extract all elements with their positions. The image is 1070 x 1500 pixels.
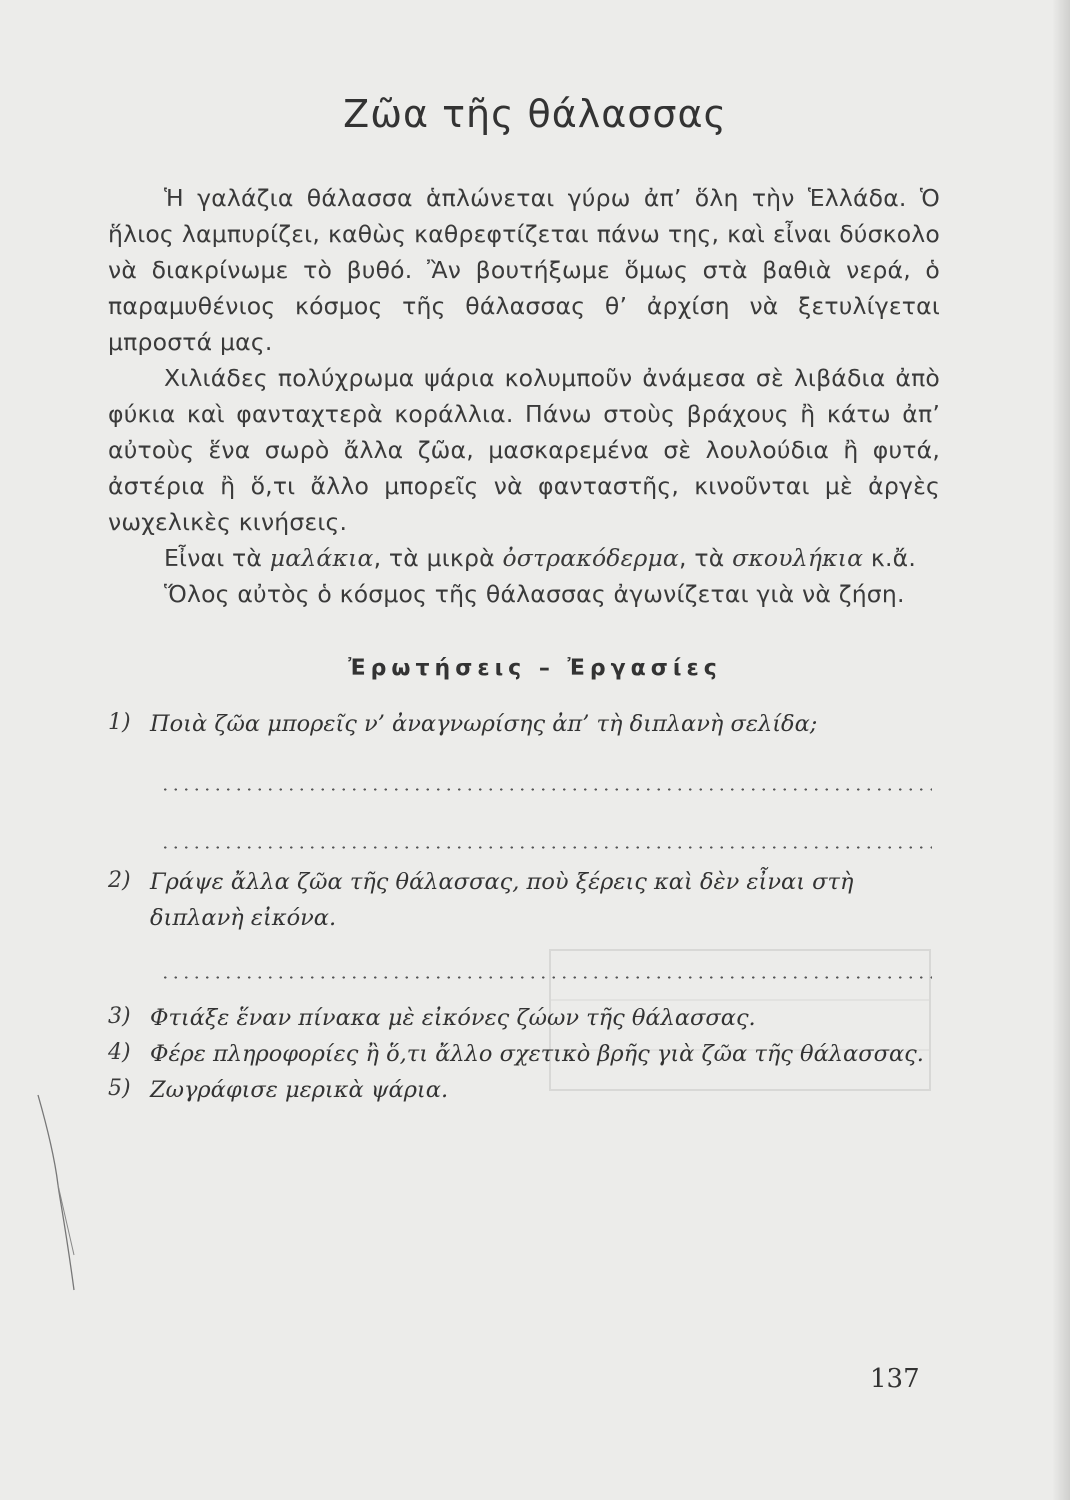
question-3-number: 3) (108, 1004, 131, 1029)
section-heading: Ἐρωτήσεις – Ἐργασίες (348, 656, 722, 681)
answer-line-1b (160, 846, 932, 849)
answer-line-2 (160, 976, 932, 979)
term-crustaceans: ὀστρακόδερμα (502, 544, 680, 572)
page-crease-mark (0, 0, 120, 1500)
paragraph-1 (108, 180, 940, 360)
p3-sep: , τὰ μικρὰ (373, 544, 503, 572)
paragraph-3-line-2: Ὅλος αὐτὸς ὁ κόσμος τῆς θάλασσας ἀγωνίζεται γιὰ νὰ ζήση. (164, 580, 905, 608)
answer-line-1a (160, 788, 932, 791)
paragraph-2 (108, 360, 940, 540)
question-2-number: 2) (108, 868, 131, 893)
question-4-text: Φέρε πληροφορίες ἢ ὅ,τι ἄλλο σχετικὸ βρῆς γιὰ ζῶα τῆς θάλασσας. (150, 1041, 924, 1067)
p3-tail: κ.ἄ. (863, 544, 916, 572)
paragraph-3-line-1 (108, 540, 940, 576)
page-edge-shadow (1052, 0, 1070, 1500)
term-worms: σκουλήκια (732, 544, 864, 572)
paragraph-3 (108, 540, 940, 612)
term-molluscs: μαλάκια (269, 544, 374, 572)
question-3-text: Φτιάξε ἕναν πίνακα μὲ εἰκόνες ζώων τῆς θάλασσας. (150, 1005, 756, 1031)
question-2-text: Γράψε ἄλλα ζῶα τῆς θάλασσας, ποὺ ξέρεις καὶ δὲν εἶναι στὴ διπλανὴ εἰκόνα. (150, 869, 854, 931)
question-4-number: 4) (108, 1040, 131, 1065)
paragraph-2-text: Χιλιάδες πολύχρωμα ψάρια κολυμποῦν ἀνάμεσα σὲ λιβάδια ἀπὸ φύκια καὶ φανταχτερὰ κοράλλια. Πάνω στοὺς βράχους ἢ κάτω ἀπ’ αὐτοὺς ἕνα σωρὸ ἄλλα ζῶα, μασκαρεμένα σὲ λουλούδια ἢ φυτά, ἀστέρια ἢ ὅ,τι ἄλλο μπορεῖς νὰ φανταστῆς, κινοῦνται μὲ ἀργὲς νωχελικὲς κινήσεις. (108, 364, 940, 536)
question-1-number: 1) (108, 710, 131, 735)
p3-mid: , τὰ (679, 544, 733, 572)
question-1-text: Ποιὰ ζῶα μπορεῖς ν’ ἀναγνωρίσης ἀπ’ τὴ διπλανὴ σελίδα; (150, 711, 818, 737)
page-number: 137 (870, 1364, 920, 1394)
question-5-text: Ζωγράφισε μερικὰ ψάρια. (150, 1077, 449, 1103)
paragraph-1-text: Ἡ γαλάζια θάλασσα ἁπλώνεται γύρω ἀπ’ ὅλη τὴν Ἑλλάδα. Ὁ ἥλιος λαμπυρίζει, καθὼς καθρεφτίζεται πάνω της, καὶ εἶναι δύσκολο νὰ διακρίνωμε τὸ βυθό. Ἂν βουτήξωμε ὅμως στὰ βαθιὰ νερά, ὁ παραμυθένιος κόσμος τῆς θάλασσας θ’ ἀρχίση νὰ ξετυλίγεται μπροστά μας. (108, 184, 940, 356)
question-5-number: 5) (108, 1076, 131, 1101)
page-title: Ζῶα τῆς θάλασσας (343, 92, 727, 136)
p3-lead: Εἶναι τὰ (164, 544, 270, 572)
